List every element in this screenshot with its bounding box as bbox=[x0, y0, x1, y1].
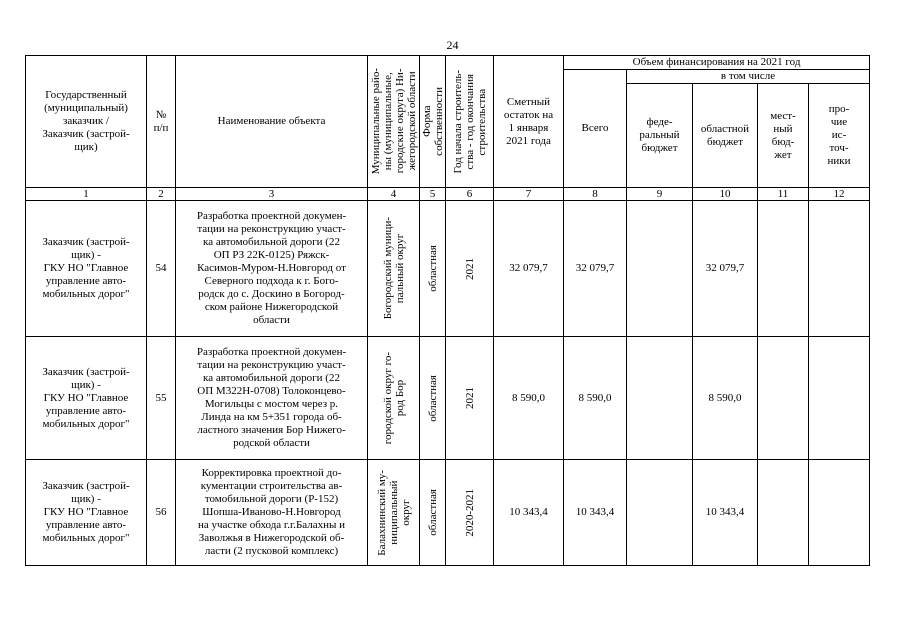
column-number: 5 bbox=[420, 188, 446, 201]
header-customer: Государственный (муниципальный) заказчик / Заказчик (застрой- щик) bbox=[26, 56, 147, 188]
page-number: 24 bbox=[446, 38, 459, 52]
local-cell bbox=[758, 460, 809, 566]
number-cell: 56 bbox=[147, 460, 176, 566]
header-including: в том числе bbox=[627, 70, 870, 84]
municipality-cell bbox=[368, 460, 420, 566]
financing-table bbox=[25, 55, 870, 566]
years-text: 2021 bbox=[463, 257, 476, 280]
years-cell bbox=[446, 337, 494, 460]
object-cell: Корректировка проектной до- кументации строительства ав- томобильной дороги (Р-152) Шопша-Иваново-Н.Новгород на участке обхода г.г.Балахны и Заволжья в Нижегородской об- ласти (2 пусковой комплекс) bbox=[176, 460, 368, 566]
header-balance: Сметный остаток на 1 января 2021 года bbox=[494, 56, 564, 188]
header-local: мест- ный бюд- жет bbox=[758, 84, 809, 188]
header-object-name: Наименование объекта bbox=[176, 56, 368, 188]
header-number: № п/п bbox=[147, 56, 176, 188]
column-number: 1 bbox=[26, 188, 147, 201]
federal-cell bbox=[627, 201, 693, 337]
local-cell bbox=[758, 337, 809, 460]
balance-cell: 10 343,4 bbox=[494, 460, 564, 566]
years-text: 2021 bbox=[463, 387, 476, 409]
years-cell bbox=[446, 460, 494, 566]
municipality-text: Балахнинский му- ниципальный округ bbox=[375, 469, 412, 556]
other-cell bbox=[809, 337, 870, 460]
customer-cell: Заказчик (застрой- щик) - ГКУ НО "Главное управление авто- мобильных дорог" bbox=[26, 337, 147, 460]
regional-cell: 10 343,4 bbox=[693, 460, 758, 566]
header-municipality: Муниципальные райо- ны (муниципальные, городские округа) Ни- жегородской области bbox=[369, 68, 418, 175]
table-row bbox=[26, 337, 870, 460]
ownership-text: областная bbox=[426, 245, 439, 292]
column-number: 6 bbox=[446, 188, 494, 201]
total-cell: 10 343,4 bbox=[564, 460, 627, 566]
municipality-cell bbox=[368, 337, 420, 460]
column-number: 2 bbox=[147, 188, 176, 201]
object-cell: Разработка проектной докумен- тации на реконструкцию участ- ка автомобильной дороги (22 ОП М322Н-0708) Толоконцево- Могильцы с мостом через р. Линда на км 5+351 города об- ластного значения Бор Нижего- родской области bbox=[176, 337, 368, 460]
header-regional: областной бюджет bbox=[693, 84, 758, 188]
years-text: 2020-2021 bbox=[463, 488, 476, 537]
ownership-cell bbox=[420, 201, 446, 337]
header-federal: феде- ральный бюджет bbox=[627, 84, 693, 188]
table-row bbox=[26, 460, 870, 566]
balance-cell: 32 079,7 bbox=[494, 201, 564, 337]
header-other: про- чие ис- точ- ники bbox=[809, 84, 870, 188]
regional-cell: 8 590,0 bbox=[693, 337, 758, 460]
local-cell bbox=[758, 201, 809, 337]
table-row bbox=[26, 201, 870, 337]
header-municipality-cell bbox=[368, 56, 420, 188]
years-cell bbox=[446, 201, 494, 337]
number-cell: 54 bbox=[147, 201, 176, 337]
column-number: 12 bbox=[809, 188, 870, 201]
header-ownership-cell bbox=[420, 56, 446, 188]
header-years-cell bbox=[446, 56, 494, 188]
header-financing: Объем финансирования на 2021 год bbox=[564, 56, 870, 70]
municipality-text: городской округ го- род Бор bbox=[381, 351, 406, 445]
column-number: 8 bbox=[564, 188, 627, 201]
customer-cell: Заказчик (застрой- щик) - ГКУ НО "Главное управление авто- мобильных дорог" bbox=[26, 201, 147, 337]
total-cell: 32 079,7 bbox=[564, 201, 627, 337]
column-numbers-row bbox=[26, 188, 870, 201]
header-total: Всего bbox=[564, 70, 627, 188]
column-number: 10 bbox=[693, 188, 758, 201]
other-cell bbox=[809, 460, 870, 566]
customer-cell: Заказчик (застрой- щик) - ГКУ НО "Главное управление авто- мобильных дорог" bbox=[26, 460, 147, 566]
ownership-text: областная bbox=[426, 489, 439, 536]
ownership-text: областная bbox=[426, 374, 439, 422]
other-cell bbox=[809, 201, 870, 337]
column-number: 3 bbox=[176, 188, 368, 201]
number-cell: 55 bbox=[147, 337, 176, 460]
regional-cell: 32 079,7 bbox=[693, 201, 758, 337]
balance-cell: 8 590,0 bbox=[494, 337, 564, 460]
object-cell: Разработка проектной докумен- тации на реконструкцию участ- ка автомобильной дороги (22 ОП РЗ 22К-0125) Ряжск- Касимов-Муром-Н.Новгород от Северного подхода к г. Бого- родск до с. Доскино в Богород- ском районе Нижегородской области bbox=[176, 201, 368, 337]
municipality-cell bbox=[368, 201, 420, 337]
column-number: 9 bbox=[627, 188, 693, 201]
federal-cell bbox=[627, 460, 693, 566]
total-cell: 8 590,0 bbox=[564, 337, 627, 460]
municipality-text: Богородский муници- пальный округ bbox=[381, 217, 406, 320]
column-number: 11 bbox=[758, 188, 809, 201]
federal-cell bbox=[627, 337, 693, 460]
ownership-cell bbox=[420, 337, 446, 460]
header-years: Год начала строитель- ства - год окончания строительства bbox=[451, 69, 488, 174]
column-number: 4 bbox=[368, 188, 420, 201]
ownership-cell bbox=[420, 460, 446, 566]
column-number: 7 bbox=[494, 188, 564, 201]
header-ownership: Форма собственности bbox=[420, 87, 445, 156]
